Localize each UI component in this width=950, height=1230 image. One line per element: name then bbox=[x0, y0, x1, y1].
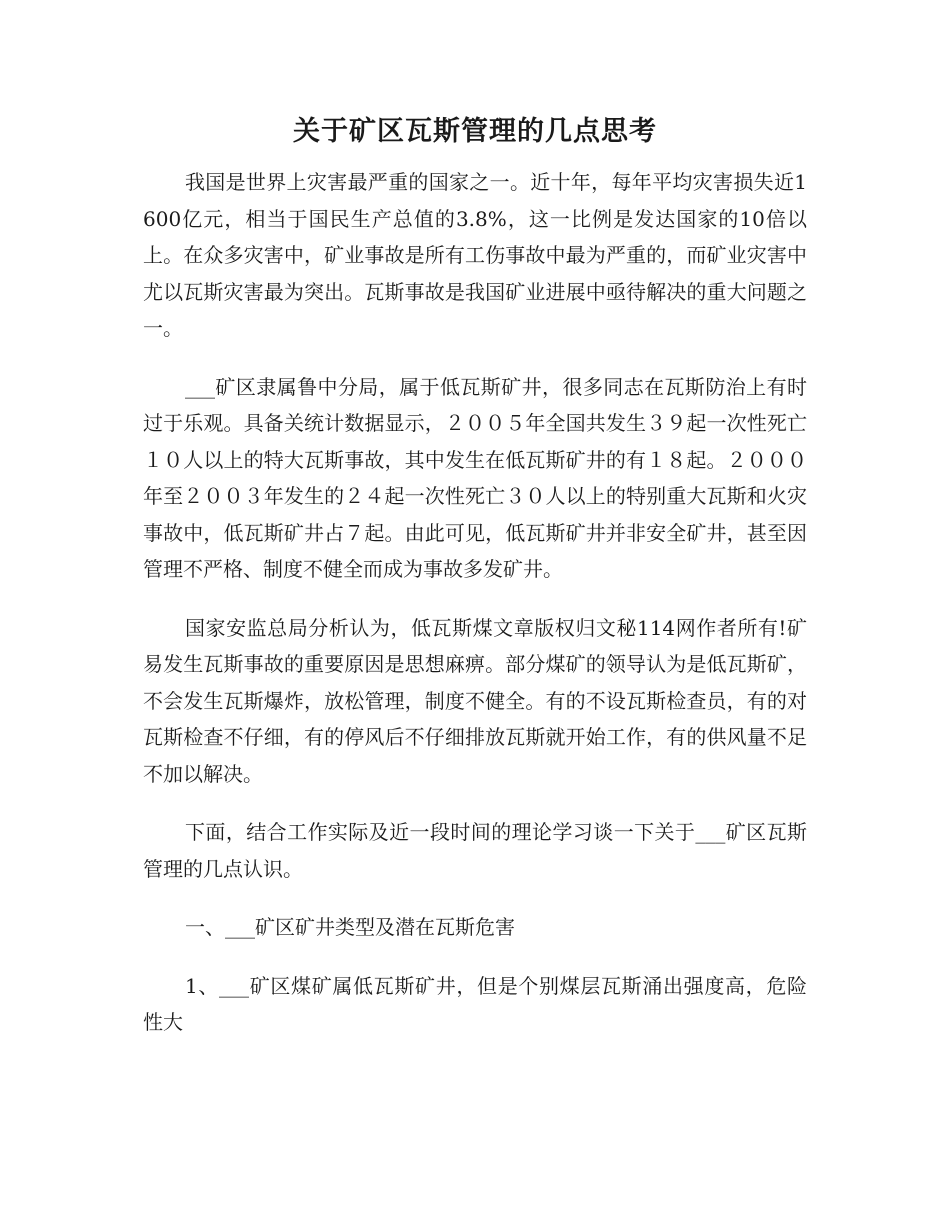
paragraph-intro: 我国是世界上灾害最严重的国家之一。近十年，每年平均灾害损失近1600亿元，相当于国民生产总值的3.8%，这一比例是发达国家的10倍以上。在众多灾害中，矿业事故是所有工伤事故中最为严重的，而矿业灾害中尤以瓦斯灾害最为突出。瓦斯事故是我国矿业进展中亟待解决的重大问题之一。 bbox=[143, 170, 807, 340]
paragraph-transition: 下面，结合工作实际及近一段时间的理论学习谈一下关于___矿区瓦斯管理的几点认识。 bbox=[143, 820, 807, 881]
paragraph-mine-status: ___矿区隶属鲁中分局，属于低瓦斯矿井，很多同志在瓦斯防治上有时过于乐观。具备关统计数据显示，２００５年全国共发生３９起一次性死亡１０人以上的特大瓦斯事故，其中发生在低瓦斯矿井的有１８起。２０００年至２００３年发生的２４起一次性死亡３０人以上的特别重大瓦斯和火灾事故中，低瓦斯矿井占７起。由此可见，低瓦斯矿井并非安全矿井，甚至因管理不严格、制度不健全而成为事故多发矿井。 bbox=[143, 374, 807, 581]
document-body bbox=[143, 164, 807, 1063]
document-title: 关于矿区瓦斯管理的几点思考 bbox=[293, 116, 657, 147]
paragraph-analysis: 国家安监总局分析认为，低瓦斯煤文章版权归文秘114网作者所有!矿易发生瓦斯事故的重要原因是思想麻痹。部分煤矿的领导认为是低瓦斯矿，不会发生瓦斯爆炸，放松管理，制度不健全。有的不设瓦斯检查员，有的对瓦斯检查不仔细，有的停风后不仔细排放瓦斯就开始工作，有的供风量不足不加以解决。 bbox=[143, 615, 807, 786]
subsection-heading-1-1: 1、___矿区煤矿属低瓦斯矿井，但是个别煤层瓦斯涌出强度高，危险性大 bbox=[143, 973, 807, 1034]
section-heading-1: 一、___矿区矿井类型及潜在瓦斯危害 bbox=[185, 915, 515, 939]
